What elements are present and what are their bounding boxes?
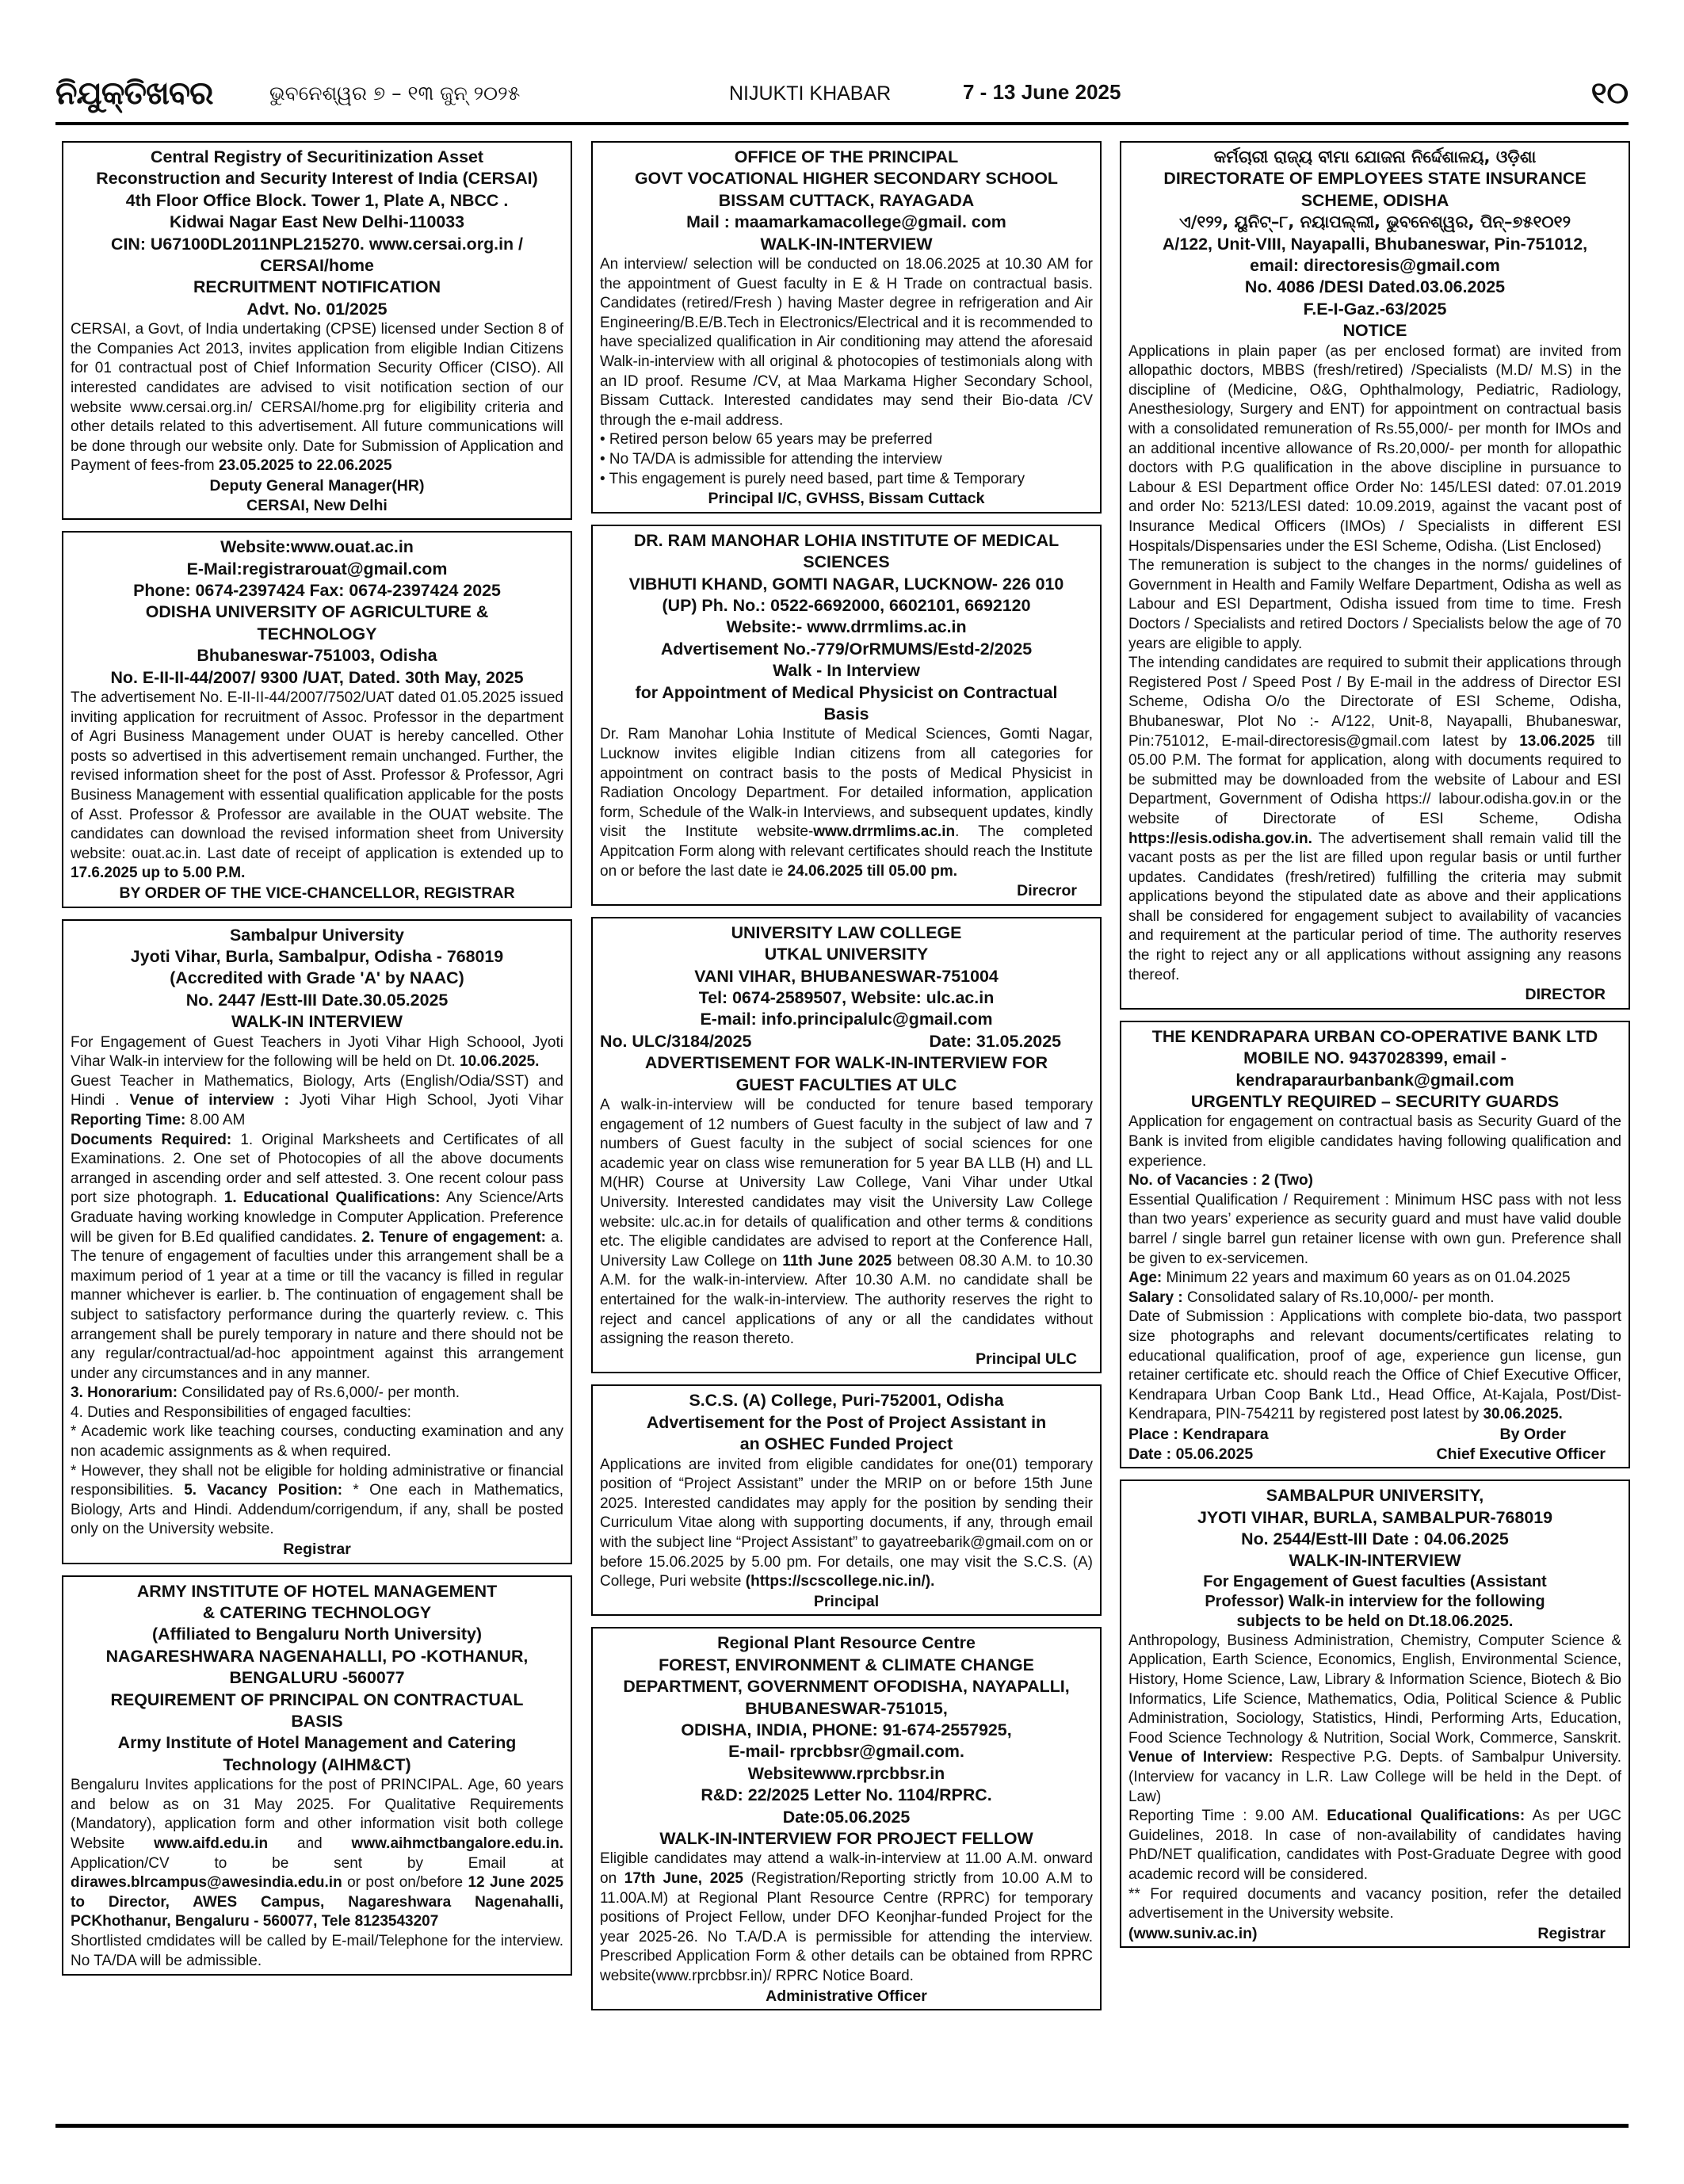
ad-label: 5. Vacancy Position: [184, 1482, 343, 1499]
ad-signature: BY ORDER OF THE VICE-CHANCELLOR, REGISTRAR [119, 884, 515, 902]
ad-text: The advertisement No. E-II-II-44/2007/7502/UAT dated 01.05.2025 issued inviting application for recruitment of Assoc. Professor in the department of Agri Business Management under OUAT is hereby cancelled. Other posts so advertised in this advertisement remain unchanged. Further, the revised information sheet for the post of Asst. Professor & Professor, Agri Business Management with essential qualification applicable for the posts of Asst. Professor & Professor are available in the OUAT website. The candidates can download the revised information sheet from University website: ouat.ac.in. Last date of receipt of application is extended up to [71, 689, 563, 862]
header-rule [55, 122, 1629, 125]
column-2 [591, 141, 1102, 2022]
ad-heading: Website:www.ouat.ac.in [220, 537, 414, 557]
ad-signature: Direcror [1017, 882, 1077, 900]
ad-heading: (Affiliated to Bengaluru North University) [152, 1625, 482, 1644]
ad-ref-line [600, 1031, 1093, 1052]
ad-heading: kendraparaurbanbank@gmail.com [1235, 1070, 1514, 1090]
ad-sambalpur-guest-faculties [1120, 1480, 1630, 1948]
ad-body [1128, 1308, 1621, 1425]
ad-ref-date: Date: 31.05.2025 [929, 1031, 1061, 1051]
ad-heading: email: directoresis@gmail.com [1250, 256, 1500, 276]
column-3 [1120, 141, 1630, 1959]
ad-heading: Kidwai Nagar East New Delhi-110033 [169, 212, 465, 232]
ad-body: Essential Qualification / Requirement : Minimum HSC pass with not less than two years’ experience as security guard and must have valid double barrel / single barrel gun retainer license with own gun. Preference shall be given to ex-servicemen. [1128, 1191, 1621, 1267]
ad-heading: Technology (AIHM&CT) [223, 1754, 411, 1774]
ad-heading: Professor) Walk-in interview for the following [1205, 1592, 1545, 1610]
ad-text: Consolidated salary of Rs.10,000/- per month. [1186, 1289, 1495, 1306]
ad-heading: & CATERING TECHNOLOGY [202, 1603, 432, 1623]
ad-body [600, 1456, 1093, 1592]
ad-heading: Bhubaneswar-751003, Odisha [197, 646, 437, 666]
ad-website: www.aihmctbangalore.edu.in. [351, 1835, 563, 1853]
ad-heading: For Engagement of Guest faculties (Assistant [1203, 1572, 1547, 1590]
ad-heading: THE KENDRAPARA URBAN CO-OPERATIVE BANK LTD [1151, 1026, 1598, 1046]
ad-heading: BASIS [291, 1712, 343, 1732]
ad-date: Date : 05.06.2025 [1128, 1445, 1254, 1463]
ad-text: or post on/before [347, 1874, 464, 1892]
ad-body [600, 1850, 1093, 1986]
page-number: ୧୦ [1590, 75, 1629, 110]
ad-text: For Engagement of Guest Teachers in Jyoti Vihar High Schoool, Jyoti Vihar Walk-in interview for the following will be held on Dt. [71, 1033, 563, 1071]
ad-body: Shortlisted cmdidates will be called by E-mail/Telephone for the interview. No TA/DA will be admissible. [71, 1933, 563, 1969]
ad-deadline: 30.06.2025. [1483, 1406, 1563, 1423]
ad-heading: WALK-IN-INTERVIEW [1289, 1551, 1461, 1571]
ad-heading: CERSAI/home [260, 256, 374, 276]
ad-signature: Principal I/C, GVHSS, Bissam Cuttack [708, 490, 985, 508]
ad-heading: Advt. No. 01/2025 [246, 299, 388, 319]
ad-heading: subjects to be held on Dt.18.06.2025. [1236, 1612, 1514, 1630]
ad-text: Any Science/Arts Graduate having working knowledge in Computer Application. Preference will be given for B.Ed qualified candidates. [71, 1189, 564, 1246]
ad-heading: SCHEME, ODISHA [1300, 190, 1449, 210]
ad-heading: DIRECTORATE OF EMPLOYEES STATE INSURANCE [1163, 169, 1587, 189]
ad-heading: S.C.S. (A) College, Puri-752001, Odisha [689, 1391, 1004, 1411]
ad-heading: Advertisement for the Post of Project Assistant in [646, 1412, 1047, 1432]
ad-heading: F.E-I-Gaz.-63/2025 [1303, 299, 1447, 319]
ad-body [71, 320, 563, 476]
ad-heading: E-mail- rprcbbsr@gmail.com. [728, 1742, 964, 1762]
ad-label: Documents Required: [71, 1131, 232, 1148]
ad-text: a. The tenure of engagement of faculties under this arrangement shall be a maximum period of 1 year at a time or till the vacancy is filled in regular manner whichever is earlier. b. The continuation of engagement shall be subject to satisfactory performance during the quarterly review. c. This arrangement shall be purely temporary in nature and there should not be any regular/contractual/ad-hoc appointment against this arrangement under any circumstances and in any manner. [71, 1228, 564, 1382]
ad-sambalpur-guest-teachers [62, 919, 572, 1564]
ad-heading: MOBILE NO. 9437028399, email - [1243, 1048, 1506, 1068]
ad-text: . The completed Appitcation Form along with relevant certificates should reach the Institute on or before the last date ie [600, 823, 1093, 880]
ad-date: 10.06.2025. [460, 1053, 540, 1071]
ad-heading: (UP) Ph. No.: 0522-6692000, 6602101, 6692120 [662, 595, 1031, 615]
ad-rprc [591, 1627, 1102, 2010]
ad-website: www.drrmlims.ac.in [813, 823, 956, 841]
ad-body [71, 1033, 563, 1072]
ad-heading: WALK-IN-INTERVIEW [760, 234, 933, 254]
ad-heading: NOTICE [1342, 321, 1407, 341]
ad-heading: VIBHUTI KHAND, GOMTI NAGAR, LUCKNOW- 226 010 [628, 574, 1064, 594]
ad-heading: BENGALURU -560077 [229, 1668, 405, 1688]
ad-signature-line [1128, 1425, 1621, 1445]
ad-text: (Registration/Reporting strictly from 10.00 A.M to 11.00A.M) at Regional Plant Resource Centre (RPRC) for temporary positions of Project Fellow, under DFO Keonjhar-funded Project for the year 2025-26. No T.A/D.A is permissible for attending the interview. Prescribed Application Form & other details can be obtained from RPRC website(www.rprcbbsr.in)/ RPRC Notice Board. [600, 1869, 1094, 1984]
header-paper-name: NIJUKTI KHABAR [729, 82, 892, 105]
ad-text: 8.00 AM [189, 1111, 246, 1128]
ad-heading: Advertisement No.-779/OrRMUMS/Estd-2/2025 [660, 639, 1033, 659]
ad-heading: (Accredited with Grade 'A' by NAAC) [170, 968, 464, 988]
ad-heading: Jyoti Vihar, Burla, Sambalpur, Odisha - 768019 [130, 946, 504, 966]
ad-body [1128, 1289, 1621, 1308]
ad-signature: Registrar [1537, 1924, 1606, 1942]
ad-army-institute [62, 1575, 572, 1976]
ad-text: Guest Teacher in Mathematics, Biology, Arts (English/Odia/SST) and Hindi . [71, 1072, 563, 1109]
ad-signature: Principal ULC [976, 1350, 1077, 1368]
ad-signature: Administrative Officer [766, 1987, 927, 2005]
ad-label: 2. Tenure of engagement: [361, 1228, 546, 1246]
ad-heading: REQUIREMENT OF PRINCIPAL ON CONTRACTUAL [110, 1690, 524, 1709]
ad-text: CERSAI, a Govt, of India undertaking (CPSE) licensed under Section 8 of the Companies Act 2013, invites application from eligible Indian Citizens for 01 contractual post of Chief Information Security Officer (CISO). All interested candidates are advised to visit notification section of our website www.cersai.org.in/ CERSAI/home.prg for eligibility criteria and other details related to this advertisement. All future communications will be done through our website only. Date for Submission of Application and Payment of fees-from [71, 321, 563, 475]
ad-body: 4. Duties and Responsibilities of engaged faculties: [71, 1403, 411, 1421]
ad-heading: UTKAL UNIVERSITY [764, 945, 929, 964]
ad-body [71, 1776, 563, 1932]
ad-date: 17th June, 2025 [624, 1869, 743, 1887]
ad-label: Reporting Time: [71, 1111, 186, 1128]
footer-rule [55, 2124, 1629, 2128]
ad-heading: an OSHEC Funded Project [739, 1434, 953, 1454]
column-1 [62, 141, 572, 1987]
ad-heading: WALK-IN INTERVIEW [231, 1012, 403, 1032]
ad-body [1128, 1632, 1621, 1807]
ad-heading: Phone: 0674-2397424 Fax: 0674-2397424 2025 [133, 581, 501, 600]
ad-text: Dr. Ram Manohar Lohia Institute of Medical Sciences, Gomti Nagar, Lucknow invites eligible Indian citizens from all categories for appointment on contract basis to the posts of Medical Physicist in Radiation Oncology Department. For detailed information, application form, Schedule of the Walk-in Interviews, and subsequent updates, kindly visit the Institute website- [600, 726, 1093, 841]
ad-heading: Army Institute of Hotel Management and Catering [117, 1733, 517, 1753]
ad-heading: Website:- www.drrmlims.ac.in [726, 617, 967, 637]
ad-body [71, 1131, 563, 1384]
ad-heading: for Appointment of Medical Physicist on Contractual [635, 682, 1058, 702]
ad-heading: RECRUITMENT NOTIFICATION [193, 277, 441, 297]
ad-heading: OFFICE OF THE PRINCIPAL [734, 147, 959, 166]
ad-gvhss [591, 141, 1102, 514]
ad-text: The intending candidates are required to submit their applications through Registered Post / Speed Post / By E-mail in the address of Director ESI Scheme, Odisha O/o the Directorate of ESI Scheme, Odisha, Bhubaneswar, Plot No :- A/122, Unit-8, Nayapalli, Bhubaneswar, Pin:751012, E-mail-directoresis@gmail.com latest by [1128, 655, 1621, 750]
ad-text: As per UGC Guidelines, 2018. In case of non-availability of candidates having PhD/NET qualification, candidates with Post-Graduate Degree with good academic record will be considered. [1128, 1808, 1622, 1883]
ad-label: Venue of Interview: [1128, 1749, 1274, 1766]
ad-heading: SAMBALPUR UNIVERSITY, [1266, 1486, 1484, 1506]
ad-website: (https://scscollege.nic.in/). [745, 1573, 935, 1590]
ad-heading: A/122, Unit-VIII, Nayapalli, Bhubaneswar, Pin-751012, [1162, 234, 1588, 254]
ad-text: Respective P.G. Depts. of Sambalpur University. (Interview for vacancy in L.R. Law College will be held in the Dept. of Law) [1128, 1749, 1621, 1805]
ad-signature: Deputy General Manager(HR) [209, 477, 425, 494]
ad-cersai [62, 141, 572, 520]
ad-address: 12 June 2025 to Director, AWES Campus, Nagareshwara Nagenahalli, PCKhothanur, Bengaluru - 560077, Tele 8123543207 [71, 1874, 564, 1930]
ad-heading: VANI VIHAR, BHUBANESWAR-751004 [694, 966, 999, 986]
ad-heading: BHUBANESWAR-751015, [745, 1698, 948, 1718]
ad-heading: ODISHA, INDIA, PHONE: 91-674-2557925, [681, 1720, 1012, 1739]
ad-body: Applications in plain paper (as per enclosed format) are invited from allopathic doctors, MBBS (fresh/retired) /Specialists (M.D/ M.S) in the discipline of (Medicine, O&G, Ophthalmology, Pediatric, Radiology, Anesthesiology, Surgery and ENT) for appointment on contractual basis with a consolidated remuneration of Rs.55,000/- per month for IMOs and an additional incentive allowance of Rs.20,000/- per month for allopathic doctors with P.G qualification in the above discipline in pursuance to Labour & ESI Department office Order No: 145/LESI dated: 07.01.2019 and order No: 5213/LESI dated: 10.09.2019, against the vacant post of Insurance Medical Officers (IMOs) / Specialists in different ESI Hospitals/Dispensaries under the ESI Scheme, Odisha. (List Enclosed) [1128, 342, 1621, 555]
ad-heading: E-Mail:registrarouat@gmail.com [186, 559, 448, 578]
ad-deadline: 24.06.2025 till 05.00 pm. [787, 862, 958, 880]
ad-body: An interview/ selection will be conducted on 18.06.2025 at 10.30 AM for the appointment of Guest faculty in E & H Trade on contractual basis. Candidates (retired/Fresh ) having Master degree in refrigeration and Air Engineering/B.E/B.Tech in Electronics/Electrical and it is recommended to have specialized qualification in Air conditioning may attend the aforesaid Walk-in-interview with all original & photocopies of testimonials along with an ID proof. Resume /CV, at Maa Markama Higher Secondary School, Bissam Cuttack. Interested candidates may send their Bio-data /CV through the e-mail address. [600, 256, 1093, 429]
ad-label: Salary : [1128, 1289, 1183, 1306]
ad-text: A walk-in-interview will be conducted for tenure based temporary engagement of 12 numbers of Guest faculty in the subject of law and 7 numbers of Guest faculty in the subject of social sciences for one academic year on class wise remuneration for 5 year BA LLB (H) and LL M(HR) Course at University Law College, Vani Vihar under Utkal University. Interested candidates may visit the University Law College website: ulc.ac.in for details of qualification and other terms & conditions etc. The eligible candidates are advised to report at the Conference Hall, University Law College on [600, 1097, 1093, 1270]
ad-heading: Date:05.06.2025 [782, 1807, 911, 1827]
ad-body [1128, 1807, 1621, 1884]
ad-heading: DEPARTMENT, GOVERNMENT OFODISHA, NAYAPALLI, [623, 1677, 1070, 1697]
ad-text: Anthropology, Business Administration, Chemistry, Computer Science & Application, Earth Science, Economics, English, Environmental Science, History, Home Science, Law, Library & Information Science, Biotech & Bio Informatics, Life Science, Mathematics, Odia, Political Science & Public Administration, Sociology, Statistics, Hindi, Performing Arts, Education, Food Science Technology & Nutrition, Social Work, Commerce, Sanskrit. [1128, 1632, 1621, 1747]
ad-label: Educational Qualifications: [1327, 1808, 1526, 1825]
ad-body [600, 725, 1093, 881]
ad-bullet: • No TA/DA is admissible for attending the interview [600, 450, 942, 468]
header-date-odia: ଭୁବନେଶ୍ୱର ୭ – ୧୩ ଜୁନ୍ ୨୦୨୫ [269, 82, 521, 105]
ad-body [71, 1384, 563, 1403]
ad-text: and [296, 1835, 323, 1853]
ad-body: Application for engagement on contractual basis as Security Guard of the Bank is invited from eligible candidates having following qualification and experience. [1128, 1113, 1621, 1170]
ad-body: ** For required documents and vacancy position, refer the detailed advertisement in the University website. [1128, 1885, 1621, 1922]
ad-heading: No. E-II-II-44/2007/ 9300 /UAT, Dated. 30th May, 2025 [110, 667, 524, 687]
ad-body: The remuneration is subject to the changes in the norms/ guidelines of Government in Health and Family Welfare Department, Odisha as well as Labour and ESI Department, Odisha issued from time to time. Fresh Doctors / Specialists and retired Doctors / Specialists below the age of 70 years are eligible to apply. [1128, 557, 1621, 652]
ad-heading: TECHNOLOGY [257, 624, 377, 643]
ad-text: Eligible candidates may attend a walk-in-interview at 11.00 A.M. onward on [600, 1850, 1093, 1887]
ad-rml-institute [591, 525, 1102, 906]
ad-heading: Mail : maamarkamacollege@gmail. com [686, 212, 1006, 232]
ad-vacancies: No. of Vacancies : 2 (Two) [1128, 1172, 1313, 1189]
ad-signature-line [1128, 1445, 1621, 1464]
ad-date: 11th June 2025 [782, 1252, 892, 1270]
ad-heading: 4th Floor Office Block. Tower 1, Plate A, NBCC . [125, 190, 509, 210]
ad-scs-college [591, 1384, 1102, 1616]
ad-heading: GOVT VOCATIONAL HIGHER SECONDARY SCHOOL [634, 169, 1058, 189]
ad-heading-odia: କର୍ମଚାରୀ ରାଜ୍ୟ ବୀମା ଯୋଜନା ନିର୍ଦ୍ଦେଶାଳୟ, ଓଡ଼ିଶା [1213, 147, 1537, 166]
ad-signature: Chief Executive Officer [1436, 1445, 1606, 1463]
ad-label: 3. Honorarium: [71, 1384, 178, 1402]
ad-heading: ADVERTISEMENT FOR WALK-IN-INTERVIEW FOR [644, 1053, 1048, 1073]
ad-heading: FOREST, ENVIRONMENT & CLIMATE CHANGE [659, 1655, 1034, 1674]
ad-kendrapara-bank [1120, 1021, 1630, 1468]
ad-heading: GUEST FACULTIES AT ULC [735, 1075, 957, 1094]
ad-heading: Sambalpur University [230, 925, 404, 945]
ad-heading-odia: ଏ/୧୨୨, ୟୁନିଟ୍–୮, ନୟାପଲ୍ଲୀ, ଭୁବନେଶ୍ୱର, ପିନ୍–୭୫୧୦୧୨ [1178, 212, 1571, 232]
ad-text: Application/CV to be sent by Email at [71, 1854, 563, 1872]
ad-text: * However, they shall not be eligible for holding administrative or financial responsibilities. [71, 1462, 563, 1499]
ad-heading: CIN: U67100DL2011NPL215270. www.cersai.org.in / [111, 234, 523, 254]
ad-deadline: 23.05.2025 to 22.06.2025 [218, 457, 392, 475]
ad-heading: URGENTLY REQUIRED – SECURITY GUARDS [1190, 1092, 1560, 1112]
ad-text: between 08.30 A.M. to 10.30 A.M. for the walk-in-interview. After 10.30 A.M. no candidate shall be entertained for the walk-in-interview. The authority reserves the right to reject and cancel applications of any or all the candidates without assigning the reason thereto. [600, 1252, 1094, 1348]
ad-heading: Reconstruction and Security Interest of India (CERSAI) [96, 169, 538, 189]
ad-text: Consilidated pay of Rs.6,000/- per month. [181, 1384, 460, 1402]
ad-text: Date of Submission : Applications with complete bio-data, two passport size photographs and relevant documents/certificates relating to educational qualification, proof of age, experience gun license, gun retainer certificate etc. should reach the Office of Chief Executive Officer, Kendrapara Urban Coop Bank Ltd., Head Office, At-Kajala, Post/Dist-Kendrapara, PIN-754211 by registered post latest by [1128, 1308, 1621, 1423]
ad-heading: No. 4086 /DESI Dated.03.06.2025 [1244, 277, 1506, 297]
ad-deadline: 13.06.2025 [1519, 732, 1595, 750]
ad-heading: Basis [823, 704, 869, 724]
ad-label: Venue of interview : [129, 1092, 289, 1109]
ad-heading: Walk - In Interview [773, 661, 920, 681]
ad-heading: Websitewww.rprcbbsr.in [747, 1763, 945, 1783]
ad-bullet: • Retired person below 65 years may be preferred [600, 431, 933, 449]
ad-text: Jyoti Vihar High School, Jyoti Vihar [299, 1092, 564, 1109]
ad-body [71, 689, 563, 884]
ad-signature: DIRECTOR [1525, 986, 1606, 1004]
ad-by-order: By Order [1499, 1425, 1566, 1443]
ad-signature: Principal [813, 1592, 880, 1610]
ad-deadline: 17.6.2025 up to 5.00 P.M. [71, 865, 246, 882]
ad-body: * Academic work like teaching courses, conducting examination and any non academic assignments as & when required. [71, 1423, 563, 1460]
ad-email: dirawes.blrcampus@awesindia.edu.in [71, 1874, 342, 1892]
ad-signature: Registrar [283, 1541, 351, 1559]
ad-signature: CERSAI, New Delhi [246, 496, 388, 514]
ad-text: Minimum 22 years and maximum 60 years as on 01.04.2025 [1166, 1270, 1571, 1287]
ad-body [600, 1096, 1093, 1350]
ad-university-law-college [591, 917, 1102, 1374]
ad-heading: BISSAM CUTTACK, RAYAGADA [718, 190, 975, 210]
ad-body [1128, 1269, 1621, 1289]
ad-label: 1. Educational Qualifications: [223, 1189, 441, 1207]
ad-text: Reporting Time : 9.00 AM. [1128, 1808, 1319, 1825]
ad-heading: WALK-IN-INTERVIEW FOR PROJECT FELLOW [659, 1828, 1033, 1848]
ad-heading: R&D: 22/2025 Letter No. 1104/RPRC. [701, 1785, 992, 1805]
ad-ref-number: No. ULC/3184/2025 [600, 1031, 752, 1051]
ad-heading: SCIENCES [803, 552, 890, 572]
ad-ouat [62, 531, 572, 907]
ad-heading: Tel: 0674-2589507, Website: ulc.ac.in [698, 987, 995, 1007]
ad-text: till 05.00 P.M. The format for application, along with documents required to be submitted may be downloaded from the website of Labour and ESI Department, Government of Odisha https:// labour.odisha.gov.in or the website of Directorate of ESI Scheme, Odisha [1128, 732, 1622, 827]
ad-heading: Regional Plant Resource Centre [717, 1633, 976, 1653]
masthead-logo: ନିଯୁକ୍ତିଖବର [55, 75, 213, 112]
ad-website: https://esis.odisha.gov.in. [1128, 830, 1312, 847]
ad-signature-line [1128, 1924, 1621, 1944]
ad-body [71, 1072, 563, 1131]
ad-heading: JYOTI VIHAR, BURLA, SAMBALPUR-768019 [1197, 1507, 1553, 1527]
ad-text: Applications are invited from eligible candidates for one(01) temporary position of “Project Assistant” under the MRIP on or before 15th June 2025. Interested candidates may apply for the position by sending their Curriculum Vitae along with supporting documents, if any, through email with the subject line “Project Assistant” to gayatreebarik@gmail.com on or before 15.06.2025 by 5.00 pm. For details, one may visit the S.C.S. (A) College, Puri website [600, 1456, 1093, 1590]
ad-heading: DR. RAM MANOHAR LOHIA INSTITUTE OF MEDICAL [633, 530, 1060, 550]
ad-text: The advertisement shall remain valid till the vacant posts as per the list are filled upon regular basis or until further updates. Candidates (fresh/retired) fulfilling the criteria may submit applications beyond the stipulated date as above and their applications shall be considered for engagement subject to availability of vacancies and requirement at the particular period of time. The authority reserves the right to reject any or all applications without assigning any reasons thereof. [1128, 830, 1621, 983]
header-date: 7 - 13 June 2025 [963, 80, 1121, 104]
ad-heading: ODISHA UNIVERSITY OF AGRICULTURE & [145, 602, 489, 622]
ad-text: 1. Original Marksheets and Certificates of all Examinations. 2. One set of Photocopies of all the above documents arranged in ascending order and self attested. 3. One recent colour pass port size photograph. [71, 1131, 563, 1207]
ad-label: Age: [1128, 1270, 1163, 1287]
ad-body [1128, 1171, 1621, 1191]
ad-text: Bengaluru Invites applications for the post of PRINCIPAL. Age, 60 years and below as on 31 May 2025. For Qualitative Requirements (Mandatory), application form and other information visit both college Website [71, 1777, 563, 1853]
ad-heading: E-mail: info.principalulc@gmail.com [700, 1010, 993, 1029]
page-header [55, 73, 1629, 114]
ad-heading: ARMY INSTITUTE OF HOTEL MANAGEMENT [136, 1581, 498, 1601]
ad-heading: NAGARESHWARA NAGENAHALLI, PO -KOTHANUR, [105, 1646, 529, 1666]
ad-body [1128, 654, 1621, 985]
ad-website: www.aifd.edu.in [154, 1835, 269, 1853]
ad-heading: UNIVERSITY LAW COLLEGE [731, 922, 962, 942]
ad-website: (www.suniv.ac.in) [1128, 1924, 1258, 1942]
ad-esi-directorate [1120, 141, 1630, 1010]
ad-heading: No. 2447 /Estt-III Date.30.05.2025 [185, 990, 449, 1010]
ad-place: Place : Kendrapara [1128, 1425, 1269, 1443]
ad-heading: Central Registry of Securitinization Asset [151, 147, 483, 166]
ad-heading: No. 2544/Estt-III Date : 04.06.2025 [1241, 1529, 1509, 1548]
ad-bullet: • This engagement is purely need based, part time & Temporary [600, 470, 1025, 487]
ad-body [71, 1462, 563, 1540]
ad-text: * One each in Mathematics, Biology, Arts and Hindi. Addendum/corrigendum, if any, shall be posted only on the University website. [71, 1482, 563, 1538]
